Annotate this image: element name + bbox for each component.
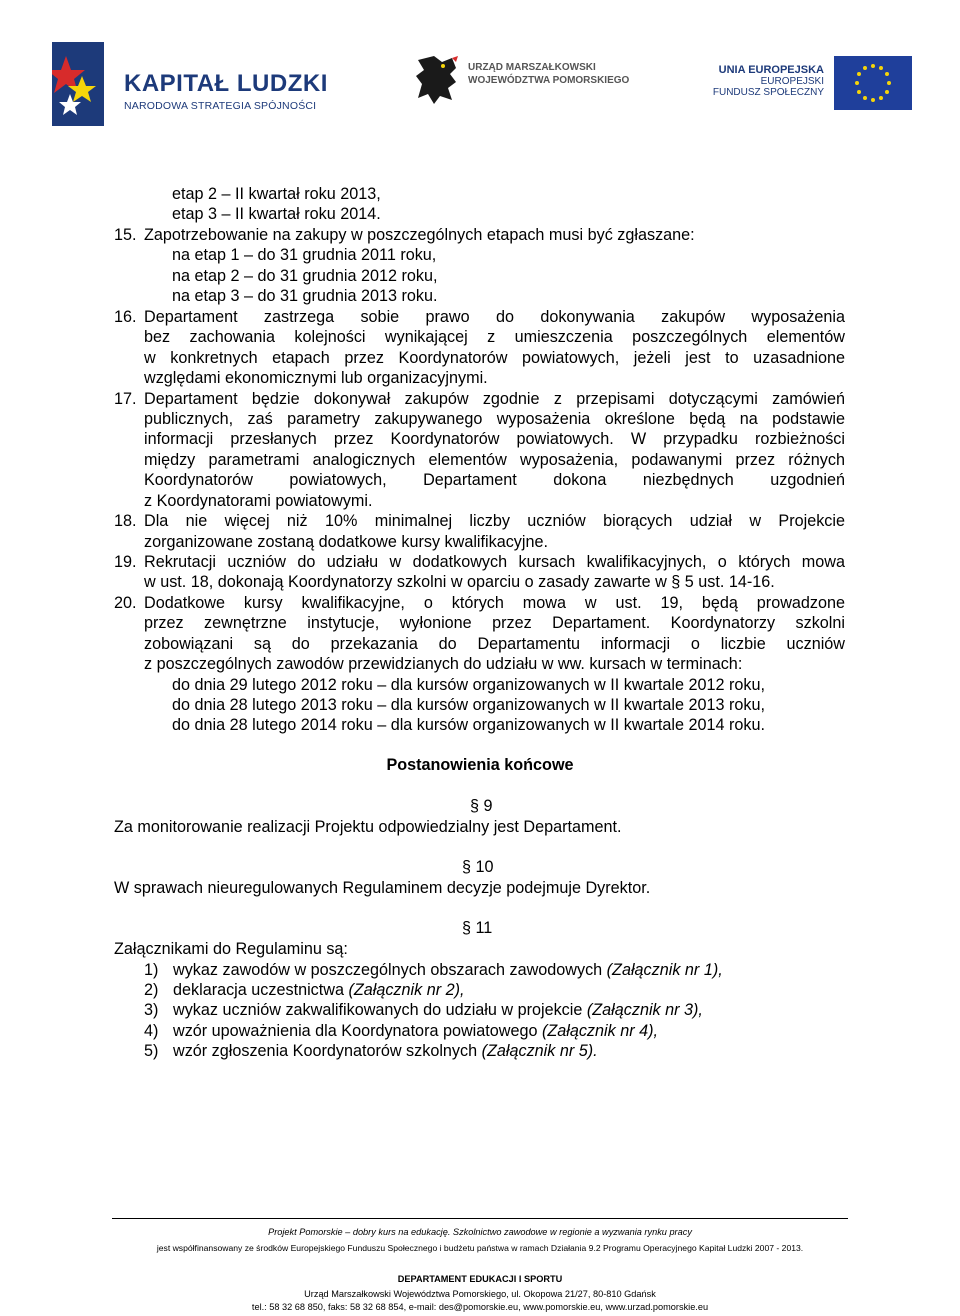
item-16-line: w konkretnych etapach przez Koordynatorów powiatowych, jeżeli jest to uzasadnione bbox=[144, 349, 845, 367]
section-10-mark: § 10 bbox=[462, 858, 494, 876]
attachment-item bbox=[173, 961, 723, 980]
item-number: 19. bbox=[114, 553, 137, 571]
item-15-sub: na etap 3 – do 31 grudnia 2013 roku. bbox=[172, 287, 438, 305]
item-15-text: Zapotrzebowanie na zakupy w poszczególnych etapach musi być zgłaszane: bbox=[144, 226, 695, 244]
schedule-line: etap 2 – II kwartał roku 2013, bbox=[172, 185, 381, 203]
urzad-line-1: URZĄD MARSZAŁKOWSKI bbox=[468, 62, 596, 73]
item-19-line: Rekrutacji uczniów do udziału w dodatkowych kursach kwalifikacyjnych, o których mowa bbox=[144, 553, 845, 571]
attachment-item bbox=[173, 1042, 598, 1061]
item-16-line: względami ekonomicznymi lub organizacyjnymi. bbox=[144, 369, 488, 387]
item-number: 20. bbox=[114, 594, 137, 612]
urzad-line-2: WOJEWÓDZTWA POMORSKIEGO bbox=[468, 75, 630, 86]
item-15-sub: na etap 1 – do 31 grudnia 2011 roku, bbox=[172, 246, 437, 264]
item-17-line: między parametrami analogicznych elementów wyposażenia, podawanymi przez różnych bbox=[144, 451, 845, 469]
eu-line-3: FUNDUSZ SPOŁECZNY bbox=[712, 87, 824, 98]
attachment-item bbox=[173, 1001, 703, 1020]
item-16-line: bez zachowania kolejności wynikającej z umieszczenia poszczególnych elementów bbox=[144, 328, 845, 346]
attachment-text: wykaz uczniów zakwalifikowanych do udziału w projekcie bbox=[173, 1001, 587, 1019]
item-20-sub: do dnia 28 lutego 2013 roku – dla kursów organizowanych w II kwartale 2013 roku, bbox=[172, 696, 766, 714]
item-number: 15. bbox=[114, 226, 137, 244]
kapital-ludzki-title: KAPITAŁ LUDZKI bbox=[124, 70, 328, 97]
eu-logo-text bbox=[713, 64, 824, 98]
footer-divider bbox=[112, 1218, 848, 1219]
footer-cofinanced: jest współfinansowany ze środków Europejskiego Funduszu Społecznego i budżetu państwa w ramach Działania 9.2 Programu Operacyjnego Kapitał Ludzki 2007 - 2013. bbox=[156, 1243, 804, 1253]
attachment-number: 2) bbox=[144, 981, 159, 999]
attachment-ref: (Załącznik nr 2), bbox=[348, 981, 465, 999]
attachment-text: wzór upoważnienia dla Koordynatora powiatowego bbox=[173, 1022, 542, 1040]
page-header bbox=[0, 0, 960, 150]
footer-contact: tel.: 58 32 68 850, faks: 58 32 68 854, e-mail: des@pomorskie.eu, www.pomorskie.eu, www.urzad.pomorskie.eu bbox=[251, 1302, 709, 1312]
item-number: 18. bbox=[114, 512, 137, 530]
attachment-text: wzór zgłoszenia Koordynatorów szkolnych bbox=[173, 1042, 482, 1060]
attachment-ref: (Załącznik nr 5). bbox=[481, 1042, 598, 1060]
item-17-line: Koordynatorów powiatowych, Departament dokona niezbędnych uzgodnień bbox=[144, 471, 845, 489]
attachment-ref: (Załącznik nr 1), bbox=[606, 961, 723, 979]
attachment-item bbox=[173, 981, 465, 1000]
eu-line-2: EUROPEJSKI bbox=[760, 76, 824, 87]
item-17-line: Departament będzie dokonywał zakupów zgodnie z przepisami dotyczącymi zamówień bbox=[144, 390, 845, 408]
item-number: 16. bbox=[114, 308, 137, 326]
footer-project: Projekt Pomorskie – dobry kurs na edukację. Szkolnictwo zawodowe w regionie a wyzwania rynku pracy bbox=[268, 1227, 692, 1237]
item-20-line: zobowiązani są do przekazania do Departamentu informacji o liczbie uczniów bbox=[144, 635, 845, 653]
attachment-number: 1) bbox=[144, 961, 159, 979]
item-17-line: z Koordynatorami powiatowymi. bbox=[144, 492, 373, 510]
item-number: 17. bbox=[114, 390, 137, 408]
eu-flag-icon bbox=[834, 56, 912, 110]
section-11-mark: § 11 bbox=[462, 919, 493, 937]
item-17-line: publicznych, zaś parametry zakupywanego wyposażenia określone będą na podstawie bbox=[144, 410, 845, 428]
attachment-number: 4) bbox=[144, 1022, 159, 1040]
eu-line-1: UNIA EUROPEJSKA bbox=[718, 64, 824, 76]
griffin-crest-icon bbox=[412, 52, 462, 108]
footer-address: Urząd Marszałkowski Województwa Pomorskiego, ul. Okopowa 21/27, 80-810 Gdańsk bbox=[304, 1289, 656, 1299]
item-20-line: z poszczególnych zawodów przewidzianych do udziału w ww. kursach w terminach: bbox=[144, 655, 743, 673]
attachment-text: wykaz zawodów w poszczególnych obszarach zawodowych bbox=[173, 961, 607, 979]
item-15-sub: na etap 2 – do 31 grudnia 2012 roku, bbox=[172, 267, 438, 285]
item-18-line: zorganizowane zostaną dodatkowe kursy kwalifikacyjne. bbox=[144, 533, 548, 551]
attachment-text: deklaracja uczestnictwa bbox=[173, 981, 349, 999]
attachment-item bbox=[173, 1022, 658, 1041]
attachment-number: 3) bbox=[144, 1001, 159, 1019]
item-20-sub: do dnia 28 lutego 2014 roku – dla kursów organizowanych w II kwartale 2014 roku. bbox=[172, 716, 766, 734]
kapital-ludzki-logo bbox=[52, 42, 328, 130]
kapital-ludzki-emblem-icon bbox=[52, 42, 104, 126]
attachments-intro: Załącznikami do Regulaminu są: bbox=[114, 940, 348, 958]
attachment-ref: (Załącznik nr 3), bbox=[586, 1001, 703, 1019]
kapital-ludzki-subtitle: NARODOWA STRATEGIA SPÓJNOŚCI bbox=[124, 100, 317, 112]
item-20-sub: do dnia 29 lutego 2012 roku – dla kursów organizowanych w II kwartale 2012 roku, bbox=[172, 676, 766, 694]
item-20-line: przez zewnętrzne instytucje, wyłonione przez Departament. Koordynatorzy szkolni bbox=[144, 614, 845, 632]
footer-department: DEPARTAMENT EDUKACJI I SPORTU bbox=[397, 1274, 563, 1284]
section-9-text: Za monitorowanie realizacji Projektu odpowiedzialny jest Departament. bbox=[114, 818, 622, 836]
urzad-marszalkowski-logo bbox=[412, 52, 630, 112]
section-9-mark: § 9 bbox=[470, 797, 493, 815]
item-18-line: Dla nie więcej niż 10% minimalnej liczby uczniów biorących udział w Projekcie bbox=[144, 512, 845, 530]
item-19-line: w ust. 18, dokonają Koordynatorzy szkolni w oparciu o zasady zawarte w § 5 ust. 14-16. bbox=[144, 573, 775, 591]
item-17-line: informacji przesłanych przez Koordynatorów powiatowych. W przypadku rozbieżności bbox=[144, 430, 845, 448]
schedule-line: etap 3 – II kwartał roku 2014. bbox=[172, 205, 381, 223]
final-provisions-heading: Postanowienia końcowe bbox=[386, 756, 574, 774]
eu-logo bbox=[712, 56, 912, 112]
item-20-line: Dodatkowe kursy kwalifikacyjne, o których mowa w ust. 19, będą prowadzone bbox=[144, 594, 845, 612]
section-10-text: W sprawach nieuregulowanych Regulaminem decyzje podejmuje Dyrektor. bbox=[114, 879, 651, 897]
attachment-ref: (Załącznik nr 4), bbox=[541, 1022, 658, 1040]
attachment-number: 5) bbox=[144, 1042, 159, 1060]
item-16-line: Departament zastrzega sobie prawo do dokonywania zakupów wyposażenia bbox=[144, 308, 845, 326]
